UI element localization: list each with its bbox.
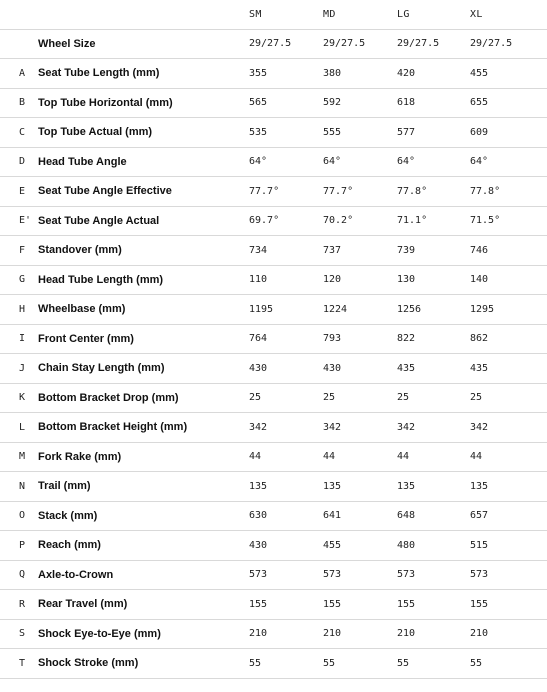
letter-column-header xyxy=(0,0,20,29)
table-row xyxy=(0,324,547,354)
cell-xl: 155 xyxy=(470,598,489,610)
cell-md: 641 xyxy=(323,510,342,522)
table-row xyxy=(0,442,547,472)
cell-sm: 573 xyxy=(249,569,268,581)
cell-md: 70.2° xyxy=(323,215,354,227)
cell-sm: 565 xyxy=(249,97,268,109)
row-label: Head Tube Length (mm) xyxy=(38,273,164,286)
cell-xl: 25 xyxy=(470,392,483,404)
cell-xl: 64° xyxy=(470,156,489,168)
cell-md: 455 xyxy=(323,539,342,551)
cell-md: 592 xyxy=(323,97,342,109)
cell-lg: 435 xyxy=(397,362,416,374)
table-header-row xyxy=(0,0,547,29)
cell-lg: 1256 xyxy=(397,303,422,315)
row-letter: H xyxy=(19,303,26,315)
label-column-header xyxy=(20,0,249,29)
table-row xyxy=(0,206,547,236)
cell-md: 135 xyxy=(323,480,342,492)
cell-sm: 44 xyxy=(249,451,262,463)
table-row xyxy=(0,383,547,413)
cell-md: 342 xyxy=(323,421,342,433)
cell-xl: 515 xyxy=(470,539,489,551)
row-label: Shock Stroke (mm) xyxy=(38,657,139,670)
size-column-header-xl: XL xyxy=(470,0,547,29)
row-letter: I xyxy=(19,333,26,345)
row-label: Wheel Size xyxy=(38,37,96,50)
cell-sm: 77.7° xyxy=(249,185,280,197)
cell-md: 29/27.5 xyxy=(323,38,366,50)
cell-md: 44 xyxy=(323,451,336,463)
row-label: Reach (mm) xyxy=(38,539,101,552)
cell-xl: 655 xyxy=(470,97,489,109)
cell-sm: 64° xyxy=(249,156,268,168)
table-row xyxy=(0,472,547,502)
table-row xyxy=(0,88,547,118)
cell-sm: 29/27.5 xyxy=(249,38,292,50)
row-letter: S xyxy=(19,628,26,640)
cell-lg: 44 xyxy=(397,451,410,463)
table-row xyxy=(0,236,547,266)
cell-sm: 430 xyxy=(249,362,268,374)
cell-xl: 746 xyxy=(470,244,489,256)
table-row xyxy=(0,147,547,177)
row-label: Seat Tube Length (mm) xyxy=(38,67,160,80)
cell-sm: 55 xyxy=(249,657,262,669)
table-row xyxy=(0,295,547,325)
cell-md: 793 xyxy=(323,333,342,345)
table-row xyxy=(0,413,547,443)
row-label: Head Tube Angle xyxy=(38,155,127,168)
table-row xyxy=(0,118,547,148)
cell-lg: 822 xyxy=(397,333,416,345)
cell-lg: 420 xyxy=(397,67,416,79)
cell-lg: 648 xyxy=(397,510,416,522)
cell-lg: 342 xyxy=(397,421,416,433)
cell-md: 380 xyxy=(323,67,342,79)
row-label: Top Tube Horizontal (mm) xyxy=(38,96,173,109)
cell-sm: 210 xyxy=(249,628,268,640)
cell-xl: 77.8° xyxy=(470,185,501,197)
cell-md: 430 xyxy=(323,362,342,374)
cell-md: 555 xyxy=(323,126,342,138)
row-letter: M xyxy=(19,451,26,463)
table-body xyxy=(0,29,547,678)
row-label: Shock Eye-to-Eye (mm) xyxy=(38,627,161,640)
table-row xyxy=(0,531,547,561)
cell-lg: 577 xyxy=(397,126,416,138)
row-label: Standover (mm) xyxy=(38,244,122,257)
cell-sm: 155 xyxy=(249,598,268,610)
cell-lg: 25 xyxy=(397,392,410,404)
cell-xl: 140 xyxy=(470,274,489,286)
cell-sm: 535 xyxy=(249,126,268,138)
size-column-header-sm: SM xyxy=(249,0,323,29)
row-letter: E xyxy=(19,185,26,197)
cell-sm: 1195 xyxy=(249,303,274,315)
row-letter: B xyxy=(19,97,26,109)
table-row xyxy=(0,560,547,590)
row-letter: C xyxy=(19,126,26,138)
cell-xl: 44 xyxy=(470,451,483,463)
cell-sm: 135 xyxy=(249,480,268,492)
cell-lg: 130 xyxy=(397,274,416,286)
row-letter: P xyxy=(19,539,26,551)
cell-md: 77.7° xyxy=(323,185,354,197)
cell-sm: 764 xyxy=(249,333,268,345)
cell-xl: 435 xyxy=(470,362,489,374)
cell-sm: 734 xyxy=(249,244,268,256)
row-letter: Q xyxy=(19,569,26,581)
row-label: Top Tube Actual (mm) xyxy=(38,126,153,139)
row-letter xyxy=(0,29,20,59)
row-letter: N xyxy=(19,480,26,492)
table-row xyxy=(0,29,547,59)
row-label: Seat Tube Angle Actual xyxy=(38,214,160,227)
table-row xyxy=(0,354,547,384)
cell-lg: 155 xyxy=(397,598,416,610)
row-letter: F xyxy=(19,244,26,256)
row-letter: K xyxy=(19,392,26,404)
table-row xyxy=(0,501,547,531)
row-label: Trail (mm) xyxy=(38,480,91,493)
cell-xl: 657 xyxy=(470,510,489,522)
cell-xl: 55 xyxy=(470,657,483,669)
cell-md: 64° xyxy=(323,156,342,168)
cell-lg: 29/27.5 xyxy=(397,38,440,50)
cell-xl: 71.5° xyxy=(470,215,501,227)
cell-sm: 355 xyxy=(249,67,268,79)
cell-lg: 618 xyxy=(397,97,416,109)
cell-lg: 71.1° xyxy=(397,215,428,227)
row-label: Axle-to-Crown xyxy=(38,568,114,581)
cell-md: 25 xyxy=(323,392,336,404)
row-letter: G xyxy=(19,274,26,286)
cell-sm: 342 xyxy=(249,421,268,433)
table-row xyxy=(0,649,547,679)
cell-xl: 1295 xyxy=(470,303,495,315)
row-letter: T xyxy=(19,657,26,669)
cell-xl: 862 xyxy=(470,333,489,345)
cell-xl: 210 xyxy=(470,628,489,640)
cell-xl: 342 xyxy=(470,421,489,433)
row-letter: D xyxy=(19,156,26,168)
row-label: Chain Stay Length (mm) xyxy=(38,362,165,375)
size-column-header-md: MD xyxy=(323,0,397,29)
cell-md: 55 xyxy=(323,657,336,669)
row-label: Bottom Bracket Height (mm) xyxy=(38,421,188,434)
row-label: Front Center (mm) xyxy=(38,332,134,345)
cell-sm: 430 xyxy=(249,539,268,551)
cell-md: 155 xyxy=(323,598,342,610)
cell-lg: 135 xyxy=(397,480,416,492)
row-label: Stack (mm) xyxy=(38,509,98,522)
row-letter: E' xyxy=(19,215,32,227)
row-letter: O xyxy=(19,510,26,522)
cell-xl: 573 xyxy=(470,569,489,581)
row-label: Fork Rake (mm) xyxy=(38,450,122,463)
row-letter: A xyxy=(19,67,26,79)
cell-md: 737 xyxy=(323,244,342,256)
cell-md: 120 xyxy=(323,274,342,286)
row-letter: L xyxy=(19,421,26,433)
row-letter: R xyxy=(19,598,26,610)
cell-lg: 64° xyxy=(397,156,416,168)
cell-lg: 573 xyxy=(397,569,416,581)
row-label: Wheelbase (mm) xyxy=(38,303,126,316)
cell-xl: 455 xyxy=(470,67,489,79)
cell-sm: 25 xyxy=(249,392,262,404)
row-letter: J xyxy=(19,362,26,374)
table-row xyxy=(0,59,547,89)
cell-lg: 210 xyxy=(397,628,416,640)
cell-xl: 29/27.5 xyxy=(470,38,513,50)
cell-lg: 77.8° xyxy=(397,185,428,197)
table-row xyxy=(0,177,547,207)
table-row xyxy=(0,590,547,620)
table-row xyxy=(0,619,547,649)
cell-md: 573 xyxy=(323,569,342,581)
cell-md: 1224 xyxy=(323,303,348,315)
row-label: Seat Tube Angle Effective xyxy=(38,185,172,198)
size-column-header-lg: LG xyxy=(397,0,470,29)
cell-lg: 55 xyxy=(397,657,410,669)
cell-sm: 69.7° xyxy=(249,215,280,227)
cell-md: 210 xyxy=(323,628,342,640)
cell-lg: 739 xyxy=(397,244,416,256)
cell-sm: 110 xyxy=(249,274,268,286)
cell-sm: 630 xyxy=(249,510,268,522)
cell-lg: 480 xyxy=(397,539,416,551)
cell-xl: 135 xyxy=(470,480,489,492)
table-row xyxy=(0,265,547,295)
row-label: Rear Travel (mm) xyxy=(38,598,128,611)
row-label: Bottom Bracket Drop (mm) xyxy=(38,391,179,404)
cell-xl: 609 xyxy=(470,126,489,138)
